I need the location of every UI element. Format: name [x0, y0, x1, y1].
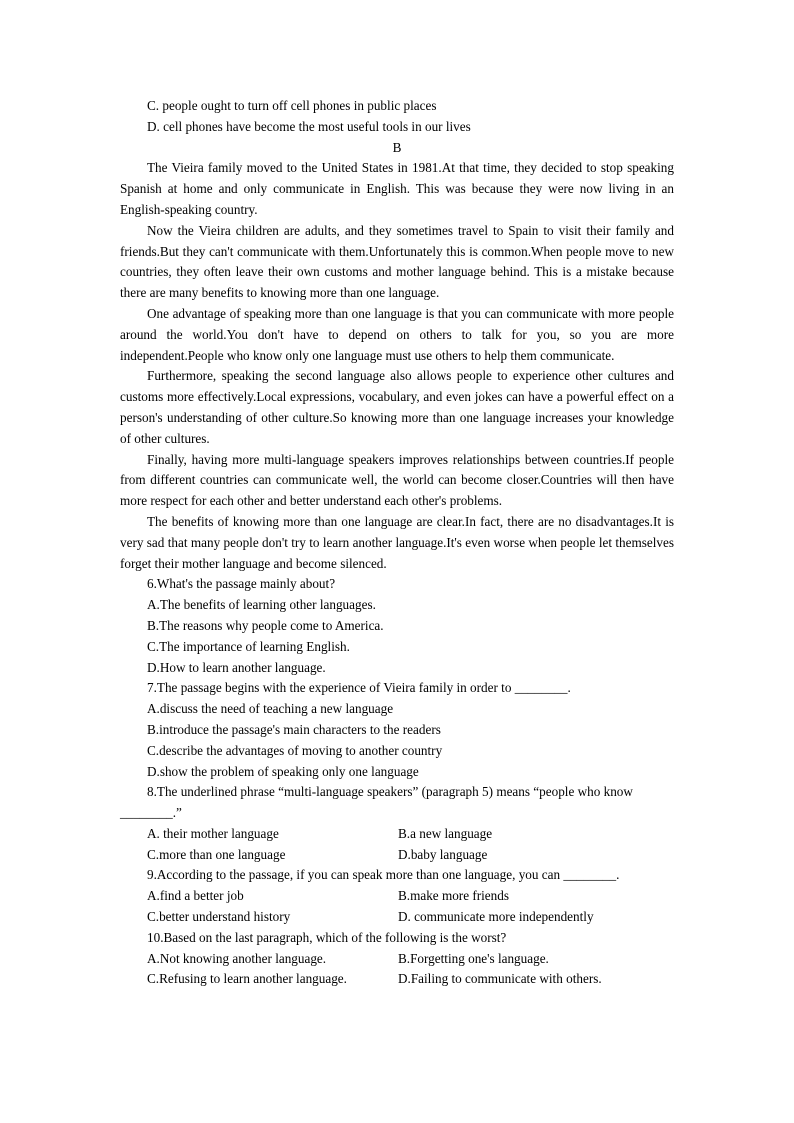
question-9-option-a: A.find a better job	[147, 888, 244, 904]
question-10-option-b: B.Forgetting one's language.	[398, 950, 549, 966]
question-7-stem: 7.The passage begins with the experience of Vieira family in order to ________.	[147, 680, 571, 696]
question-8-stem-continued: ________.”	[120, 805, 182, 821]
question-7-option-c: C.describe the advantages of moving to another country	[147, 742, 443, 758]
question-9-option-d: D. communicate more independently	[398, 909, 594, 925]
passage-paragraph-6: The benefits of knowing more than one language are clear.In fact, there are no disadvantages.It is very sad that many people don't try to learn another language.It's even worse when people let themselves forget their mother language and become silenced.	[120, 513, 674, 571]
previous-option-d: D. cell phones have become the most useful tools in our lives	[147, 118, 471, 134]
passage-paragraph-3: One advantage of speaking more than one language is that you can communicate with more people around the world.You don't have to depend on others to talk for you, so you are more independent.People who know only one language must use others to help them communicate.	[120, 305, 674, 363]
question-7-option-b: B.introduce the passage's main characters to the readers	[147, 721, 441, 737]
question-9-option-c: C.better understand history	[147, 909, 291, 925]
question-6-option-d: D.How to learn another language.	[147, 659, 326, 675]
question-9-option-b: B.make more friends	[398, 888, 509, 904]
question-9-options-row-2	[120, 907, 674, 928]
question-10-option-a: A.Not knowing another language.	[147, 950, 327, 966]
passage-paragraph-5: Finally, having more multi-language speakers improves relationships between countries.If people from different countries can communicate well, the world can become closer.Countries will then have more respect for each other and better understand each other's problems.	[120, 451, 674, 509]
question-6-option-b: B.The reasons why people come to America.	[147, 617, 384, 633]
question-10-stem: 10.Based on the last paragraph, which of the following is the worst?	[147, 929, 507, 945]
previous-option-c: C. people ought to turn off cell phones in public places	[147, 98, 437, 113]
question-7-option-a: A.discuss the need of teaching a new language	[147, 701, 394, 717]
document-page	[120, 96, 674, 990]
question-8-options-row-1	[120, 824, 674, 845]
question-8-option-c: C.more than one language	[147, 846, 286, 862]
section-label: B	[392, 139, 402, 155]
question-8-options-row-2	[120, 845, 674, 866]
question-8-option-d: D.baby language	[398, 846, 488, 862]
question-9-stem: 9.According to the passage, if you can speak more than one language, you can ________.	[147, 867, 620, 883]
passage-paragraph-4: Furthermore, speaking the second language also allows people to experience other cultures and customs more effectively.Local expressions, vocabulary, and even jokes can have a powerful effect on a person's understanding of other culture.So knowing more than one language increases your knowledge of other cultures.	[120, 368, 674, 446]
question-8-stem: 8.The underlined phrase “multi-language speakers” (paragraph 5) means “people who know	[147, 784, 633, 800]
question-8-option-b: B.a new language	[398, 825, 493, 841]
passage-paragraph-1: The Vieira family moved to the United States in 1981.At that time, they decided to stop speaking Spanish at home and only communicate in English. This was because they were now living in an English-speaking country.	[120, 160, 674, 217]
question-10-options-row-1	[120, 949, 674, 970]
question-10-option-c: C.Refusing to learn another language.	[147, 971, 347, 987]
question-7-option-d: D.show the problem of speaking only one language	[147, 763, 419, 779]
passage-paragraph-2: Now the Vieira children are adults, and they sometimes travel to Spain to visit their family and friends.But they can't communicate with them.Unfortunately this is common.When people move to new countries, they often leave their own customs and mother language behind. This is a mistake because there are many benefits to knowing more than one language.	[120, 222, 674, 301]
question-6-option-c: C.The importance of learning English.	[147, 638, 350, 654]
question-10-option-d: D.Failing to communicate with others.	[398, 971, 602, 987]
question-8-option-a: A. their mother language	[147, 825, 279, 841]
question-9-options-row-1	[120, 886, 674, 907]
question-6-option-a: A.The benefits of learning other languages.	[147, 597, 376, 613]
question-10-options-row-2	[120, 969, 674, 990]
question-6-stem: 6.What's the passage mainly about?	[147, 576, 336, 592]
